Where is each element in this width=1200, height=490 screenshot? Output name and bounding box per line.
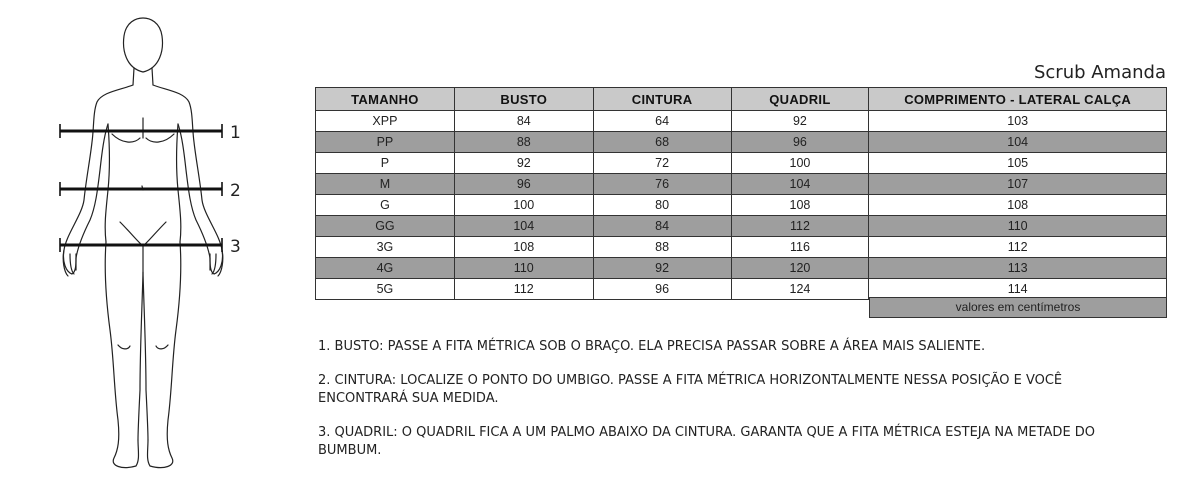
cell-cintura: 96 (593, 279, 731, 300)
cell-busto: 96 (454, 174, 593, 195)
cell-quadril: 124 (731, 279, 869, 300)
cell-size: G (316, 195, 455, 216)
cell-busto: 108 (454, 237, 593, 258)
table-row (316, 195, 1167, 216)
cell-comprimento: 107 (869, 174, 1167, 195)
cell-cintura: 84 (593, 216, 731, 237)
table-row (316, 132, 1167, 153)
table-header-row (316, 88, 1167, 111)
cell-quadril: 108 (731, 195, 869, 216)
cell-comprimento: 103 (869, 111, 1167, 132)
body-measurement-figure (40, 10, 270, 480)
header-busto: BUSTO (454, 88, 593, 111)
table-row (316, 237, 1167, 258)
cell-busto: 92 (454, 153, 593, 174)
instruction-busto: 1. BUSTO: PASSE A FITA MÉTRICA SOB O BRAÇO. ELA PRECISA PASSAR SOBRE A ÁREA MAIS SALIENTE. (318, 339, 986, 354)
cell-cintura: 92 (593, 258, 731, 279)
cell-comprimento: 113 (869, 258, 1167, 279)
instruction-cintura: 2. CINTURA: LOCALIZE O PONTO DO UMBIGO. PASSE A FITA MÉTRICA HORIZONTALMENTE NESSA POSIÇÃO E VOCÊ ENCONTRARÁ SUA MEDIDA. (318, 373, 1063, 406)
cell-size: 5G (316, 279, 455, 300)
header-cintura: CINTURA (593, 88, 731, 111)
cell-quadril: 120 (731, 258, 869, 279)
cell-quadril: 116 (731, 237, 869, 258)
units-note: valores em centímetros (869, 297, 1167, 318)
cell-comprimento: 114 (869, 279, 1167, 300)
marker-1: 1 (230, 123, 241, 143)
cell-busto: 104 (454, 216, 593, 237)
size-chart-table (315, 87, 1167, 300)
cell-cintura: 80 (593, 195, 731, 216)
header-quadril: QUADRIL (731, 88, 869, 111)
cell-cintura: 76 (593, 174, 731, 195)
table-row (316, 153, 1167, 174)
cell-comprimento: 108 (869, 195, 1167, 216)
cell-cintura: 72 (593, 153, 731, 174)
cell-quadril: 92 (731, 111, 869, 132)
cell-size: P (316, 153, 455, 174)
cell-cintura: 68 (593, 132, 731, 153)
cell-quadril: 96 (731, 132, 869, 153)
table-row (316, 111, 1167, 132)
cell-busto: 110 (454, 258, 593, 279)
cell-quadril: 104 (731, 174, 869, 195)
cell-quadril: 100 (731, 153, 869, 174)
cell-comprimento: 105 (869, 153, 1167, 174)
cell-comprimento: 112 (869, 237, 1167, 258)
cell-cintura: 64 (593, 111, 731, 132)
cell-busto: 84 (454, 111, 593, 132)
cell-busto: 88 (454, 132, 593, 153)
cell-size: 4G (316, 258, 455, 279)
cell-comprimento: 104 (869, 132, 1167, 153)
cell-size: M (316, 174, 455, 195)
cell-size: 3G (316, 237, 455, 258)
cell-cintura: 88 (593, 237, 731, 258)
product-title: Scrub Amanda (1033, 62, 1166, 83)
cell-busto: 112 (454, 279, 593, 300)
instruction-quadril: 3. QUADRIL: O QUADRIL FICA A UM PALMO ABAIXO DA CINTURA. GARANTA QUE A FITA MÉTRICA ESTEJA NA METADE DO BUMBUM. (318, 425, 1096, 458)
table-row (316, 258, 1167, 279)
cell-size: PP (316, 132, 455, 153)
cell-size: GG (316, 216, 455, 237)
table-row (316, 174, 1167, 195)
marker-3: 3 (230, 237, 241, 257)
measurement-instructions (318, 338, 1108, 476)
body-outline-illustration (40, 10, 270, 480)
cell-comprimento: 110 (869, 216, 1167, 237)
cell-size: XPP (316, 111, 455, 132)
header-tamanho: TAMANHO (316, 88, 455, 111)
cell-busto: 100 (454, 195, 593, 216)
cell-quadril: 112 (731, 216, 869, 237)
marker-2: 2 (230, 181, 241, 201)
table-row (316, 216, 1167, 237)
header-comprimento: COMPRIMENTO - LATERAL CALÇA (869, 88, 1167, 111)
